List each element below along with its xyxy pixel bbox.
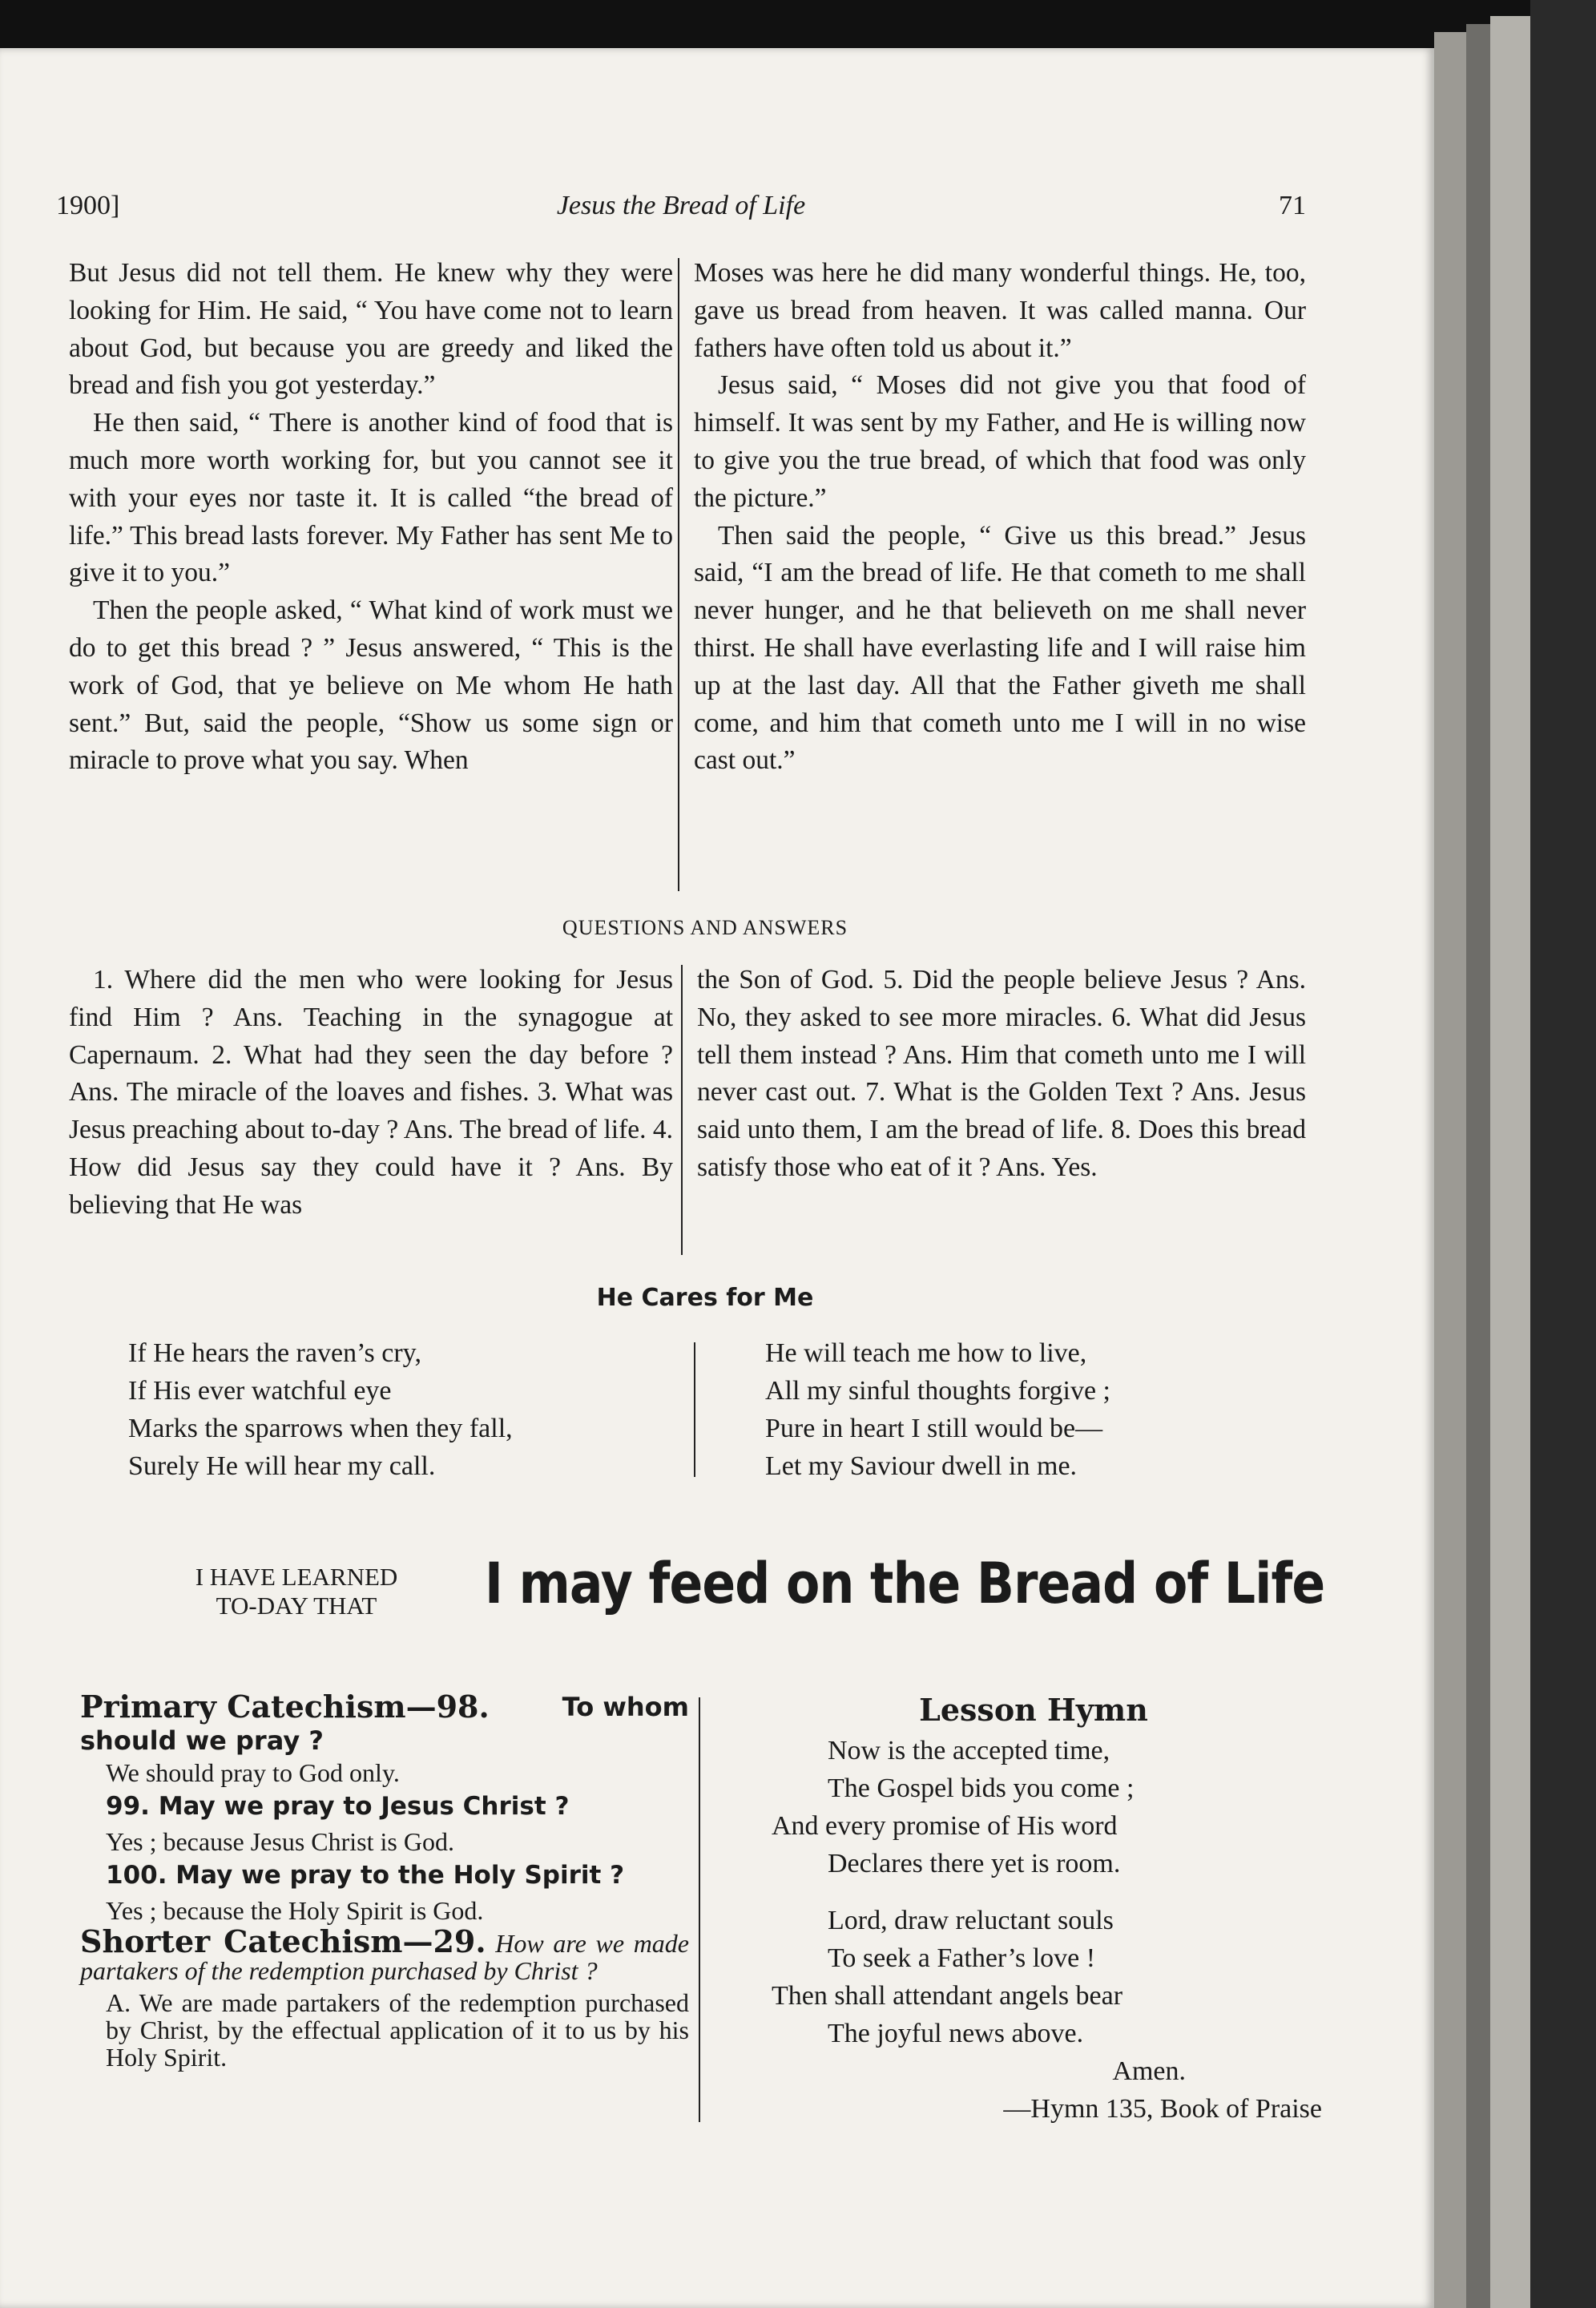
shorter-catechism-title: Shorter Catechism—29. (80, 1923, 486, 1959)
qa-text: 1. Where did the men who were looking for Jesus find Him ? Ans. Teaching in the synagogue at Capernaum. 2. What had they seen the day before ? Ans. The miracle of the loaves and fishes. 3. What was Jesus preaching about to-day ? Ans. The bread of life. 4. How did Jesus say they could have it ? Ans. By believing that He was (69, 965, 673, 1220)
hymn-source: —Hymn 135, Book of Praise (1003, 2094, 1322, 2124)
learned-label (136, 1563, 457, 1620)
lesson-hymn (745, 1691, 1322, 2128)
story-paragraph: Then said the people, “ Give us this bread.” Jesus said, “I am the bread of life. He that cometh to me shall never hunger, and he that believeth on me shall never thirst. He shall have everlasting life and I will raise him up at the last day. All that the Father giveth me shall come, and him that cometh unto me I will in no wise cast out.” (694, 520, 1306, 776)
page-number: 71 (1279, 191, 1306, 220)
answer-99: Yes ; because Jesus Christ is God. (106, 1827, 454, 1856)
hymn-line: The Gospel bids you come ; (828, 1773, 1135, 1803)
story-paragraph: But Jesus did not tell them. He knew why they were looking for Him. He said, “ You have come not to learn about God, but because you are greedy and liked the bread and fish you got yesterday.” (69, 258, 673, 401)
qa-heading: QUESTIONS AND ANSWERS (562, 916, 848, 939)
poem-line: Let my Saviour dwell in me. (765, 1451, 1078, 1481)
running-header (56, 191, 1306, 231)
poem-line: If He hears the raven’s cry, (128, 1338, 421, 1368)
poem-right-stanza (765, 1334, 1110, 1485)
hymn-title: Lesson Hymn (919, 1692, 1148, 1728)
header-title: Jesus the Bread of Life (556, 191, 806, 220)
story-paragraph: Then the people asked, “ What kind of work must we do to get this bread ? ” Jesus answered, “ This is the work of God, that ye believe on Me whom He hath sent.” But, said the people, “Show us some sign or miracle to prove what you say. When (69, 595, 673, 776)
story-paragraph: Jesus said, “ Moses did not give you that food of himself. It was sent by my Father, and He is willing now to give you the true bread, of which that food was only the picture.” (694, 370, 1306, 513)
story-left-column (69, 255, 673, 780)
qa-left-column (69, 962, 673, 1225)
poem-line: Pure in heart I still would be— (765, 1414, 1103, 1443)
hymn-line: Lord, draw reluctant souls (828, 1906, 1114, 1935)
hymn-line: Then shall attendant angels bear (772, 1981, 1123, 2011)
question-98-end: should we pray ? (80, 1725, 324, 1756)
column-divider (681, 965, 683, 1255)
hymn-line: Declares there yet is room. (828, 1849, 1121, 1878)
story-right-column (694, 255, 1306, 780)
learned-statement: I may feed on the Bread of Life (485, 1551, 1325, 1616)
hymn-line: The joyful news above. (828, 2019, 1084, 2048)
poem-line: Surely He will hear my call. (128, 1451, 436, 1481)
poem-line: He will teach me how to live, (765, 1338, 1087, 1368)
question-100: 100. May we pray to the Holy Spirit ? (106, 1861, 625, 1890)
answer-100: Yes ; because the Holy Spirit is God. (106, 1896, 484, 1925)
primary-catechism-title: Primary Catechism—98. (80, 1689, 490, 1725)
poem-line: All my sinful thoughts forgive ; (765, 1376, 1110, 1406)
catechism-divider (699, 1697, 700, 2122)
hymn-amen: Amen. (1112, 2056, 1186, 2086)
learned-line: I HAVE LEARNED (195, 1563, 398, 1591)
qa-right-column (697, 962, 1306, 1187)
story-paragraph: He then said, “ There is another kind of food that is much more worth working for, but you cannot see it with your eyes nor taste it. It is called “the bread of life.” This bread lasts forever. My Father has sent Me to give it to you.” (69, 408, 673, 588)
poem-divider (694, 1342, 695, 1477)
catechism-section (80, 1691, 689, 2071)
column-divider (678, 258, 679, 891)
poem-line: If His ever watchful eye (128, 1376, 392, 1406)
hymn-line: And every promise of His word (772, 1811, 1118, 1841)
poem-left-stanza (128, 1334, 513, 1485)
question-98-start: To whom (562, 1692, 689, 1722)
shorter-catechism-question (80, 1923, 689, 1985)
answer-98: We should pray to God only. (106, 1758, 400, 1787)
shorter-catechism-answer: A. We are made partakers of the redemption purchased by Christ, by the effectual application of it to us by his Holy Spirit. (106, 1988, 689, 2072)
shorter-question-text: How are we made partakers of the redemption purchased by Christ ? (80, 1929, 689, 1985)
hymn-line: To seek a Father’s love ! (828, 1943, 1096, 1973)
question-99: 99. May we pray to Jesus Christ ? (106, 1792, 570, 1821)
qa-text: the Son of God. 5. Did the people believe Jesus ? Ans. No, they asked to see more miracles. 6. What did Jesus tell them instead ? Ans. Him that cometh unto me I will never cast out. 7. What is the Golden Text ? Ans. Jesus said unto them, I am the bread of life. 8. Does this bread satisfy those who eat of it ? Ans. Yes. (697, 965, 1306, 1182)
hymn-line: Now is the accepted time, (828, 1736, 1110, 1765)
story-paragraph: Moses was here he did many wonderful things. He, too, gave us bread from heaven. It was called manna. Our fathers have often told us about it.” (694, 258, 1306, 363)
header-year: 1900] (56, 191, 120, 220)
learned-line: TO-DAY THAT (216, 1592, 377, 1620)
poem-title: He Cares for Me (596, 1284, 814, 1312)
poem-line: Marks the sparrows when they fall, (128, 1414, 513, 1443)
primary-catechism-question (80, 1691, 689, 1725)
